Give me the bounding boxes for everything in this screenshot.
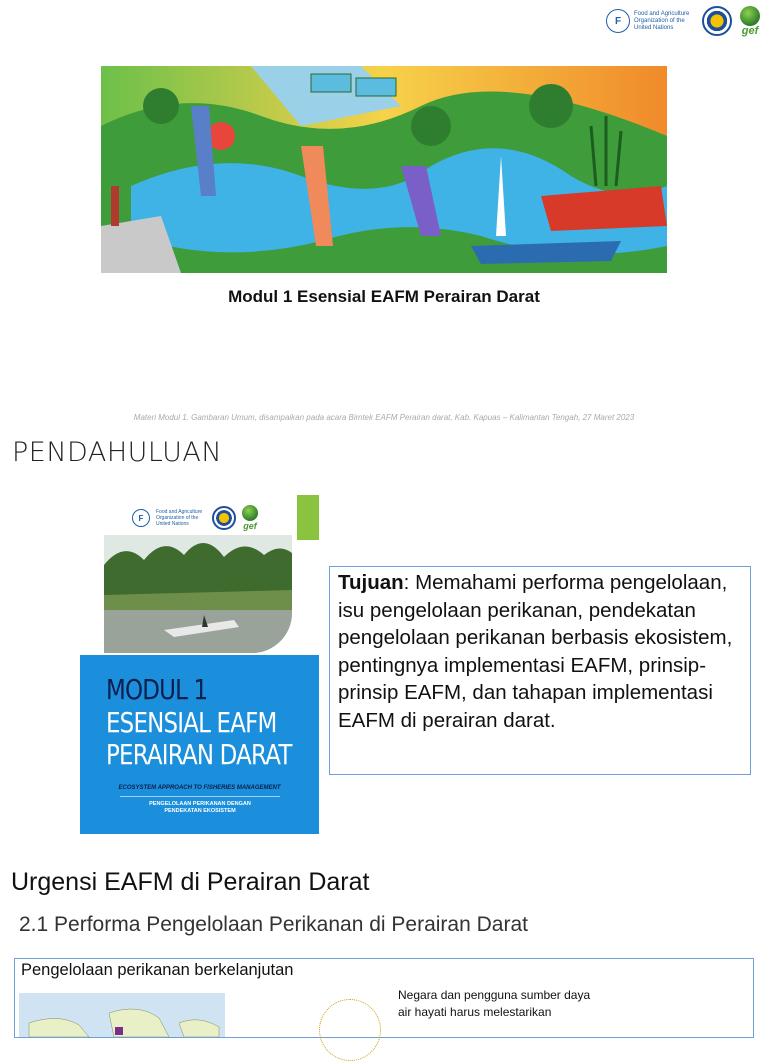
cover-tagline	[140, 801, 260, 815]
globe-icon	[740, 6, 760, 26]
indonesia-map	[19, 993, 225, 1037]
banner-illustration	[101, 66, 667, 273]
module-cover	[80, 495, 319, 834]
cover-logos	[132, 505, 258, 531]
objective-box	[329, 566, 751, 775]
cycle-diagram	[319, 999, 381, 1061]
gef-label: gef	[243, 521, 257, 531]
map-graphic	[19, 993, 225, 1037]
section-heading: PENDAHULUAN	[12, 437, 223, 468]
subsection-heading: 2.1 Performa Pengelolaan Perikanan di Perairan Darat	[19, 913, 528, 936]
globe-icon	[242, 505, 258, 521]
fao-line: Food and Agriculture	[634, 10, 690, 17]
fao-line: Food and Agriculture	[156, 509, 203, 515]
module-title: Modul 1 Esensial EAFM Perairan Darat	[228, 287, 540, 306]
cover-accent	[297, 495, 319, 540]
objective-text: : Memahami performa pengelolaan, isu pengelolaan perikanan, pendekatan pengelolaan perikanan berbasis ekosistem, pentingnya implementasi EAFM, prinsip-prinsip EAFM, dan tahapan implementasi EAFM di perairan darat.	[338, 571, 733, 732]
fao-emblem-icon: F	[132, 509, 150, 527]
cover-title-line2	[106, 707, 292, 771]
fao-logo	[606, 9, 694, 33]
gef-label: gef	[741, 25, 759, 37]
cover-photo	[104, 535, 292, 653]
cover-fao-name	[156, 509, 206, 527]
landscape-illustration	[101, 66, 667, 273]
footnote: Materi Modul 1. Gambaran Umum, disampaikan pada acara Bimtek EAFM Perairan darat, Kab. Kapuas – Kalimantan Tengah, 27 Maret 2023	[133, 413, 635, 422]
fao-name	[634, 11, 694, 32]
fao-line: United Nations	[156, 521, 189, 527]
cover-tagline-line: PENGELOLAAN PERIKANAN DENGAN	[149, 801, 251, 807]
fao-line: Organization of the	[634, 17, 685, 24]
cover-subtitle: ECOSYSTEM APPROACH TO FISHERIES MANAGEMENT	[118, 785, 281, 791]
box-description	[398, 987, 590, 1021]
sustainable-fisheries-box	[14, 958, 754, 1038]
urgensi-heading: Urgensi EAFM di Perairan Darat	[11, 868, 370, 896]
cover-title-esensial: ESENSIAL EAFM	[106, 706, 277, 739]
box-text-line: Negara dan pengguna sumber daya	[398, 988, 591, 1002]
box-text-line: air hayati harus melestarikan	[398, 1005, 552, 1019]
river-photo	[104, 535, 292, 653]
cover-tagline-line: PENDEKATAN EKOSISTEM	[164, 808, 236, 814]
partner-logos	[606, 6, 760, 36]
fao-line: United Nations	[634, 24, 674, 31]
cover-divider	[120, 796, 280, 797]
cover-title-line1: MODUL 1	[106, 673, 208, 706]
gef-logo	[242, 505, 258, 531]
fao-emblem-icon: F	[606, 9, 630, 33]
kkp-emblem-icon	[212, 506, 236, 530]
fao-line: Organization of the	[156, 515, 199, 521]
gef-logo	[740, 6, 760, 36]
box-title: Pengelolaan perikanan berkelanjutan	[21, 961, 294, 979]
cover-title-perairan: PERAIRAN DARAT	[106, 738, 292, 771]
objective-label: Tujuan	[338, 571, 404, 594]
kkp-emblem-icon	[702, 6, 732, 36]
